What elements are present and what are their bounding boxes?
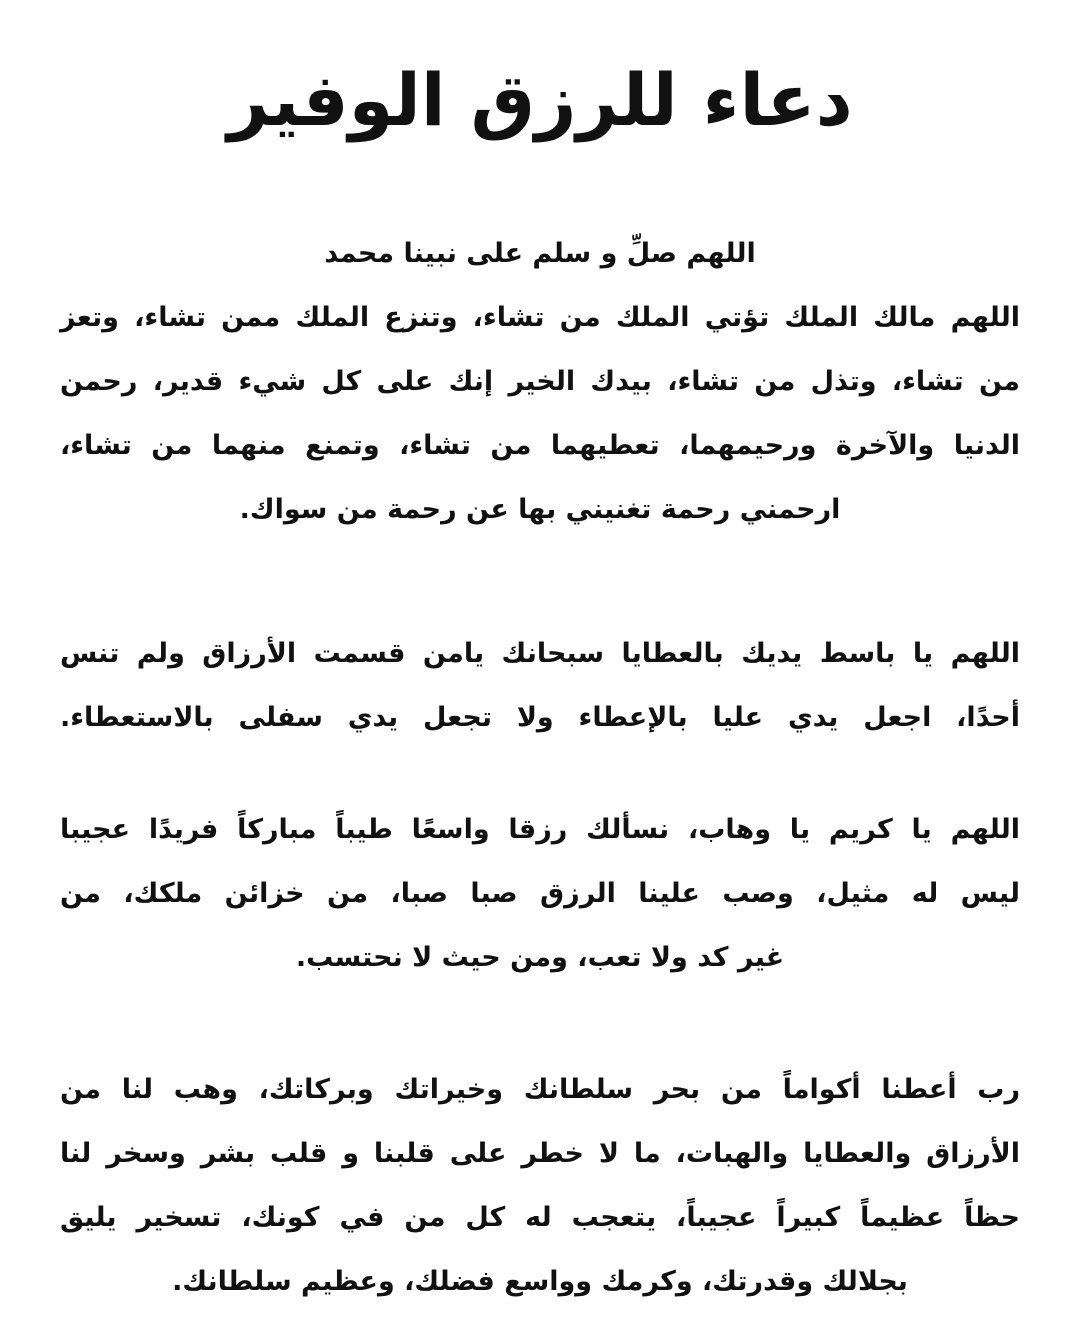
text-line: أحدًا، اجعل يدي عليا بالإعطاء ولا تجعل يدي سفلى بالاستعطاء. [60,702,1020,733]
text-line: بجلالك وقدرتك، وكرمك وواسع فضلك، وعظيم سلطانك. [172,1266,908,1297]
text-line: رب أعطنا أكواماً من بحر سلطانك وخيراتك وبركاتك، وهب لنا من [60,1074,1020,1105]
text-line: اللهم يا باسط يديك بالعطايا سبحانك يامن قسمت الأرزاق ولم تنس [60,638,1020,669]
page-title: دعاء للرزق الوفير [227,58,853,142]
paragraph-salawat-and-mulk [60,222,1020,542]
paragraph-rabb-atina [60,1058,1020,1314]
text-line: غير كد ولا تعب، ومن حيث لا نحتسب. [295,942,785,973]
paragraph-karim-wahhab [60,798,1020,990]
text-line: اللهم يا كريم يا وهاب، نسألك رزقا واسعًا طيباً مباركاً فريدًا عجيبا [60,814,1020,845]
text-line: اللهم صلِّ و سلم على نبينا محمد [324,238,756,269]
text-line: ليس له مثيل، وصب علينا الرزق صبا صبا، من خزائن ملكك، من [60,878,1020,909]
text-line: من تشاء، وتذل من تشاء، بيدك الخير إنك على كل شيء قدير، رحمن [60,366,1020,397]
text-line: اللهم مالك الملك تؤتي الملك من تشاء، وتنزع الملك ممن تشاء، وتعز [60,302,1020,333]
text-line: الدنيا والآخرة ورحيمهما، تعطيهما من تشاء، وتمنع منهما من تشاء، [60,430,1020,461]
paragraph-basit [60,622,1020,750]
text-line: ارحمني رحمة تغنيني بها عن رحمة من سواك. [239,494,841,525]
text-line: الأرزاق والعطايا والهبات، ما لا خطر على قلبنا و قلب بشر وسخر لنا [60,1138,1020,1169]
text-line: حظاً عظيماً كبيراً عجيباً، يتعجب له كل من في كونك، تسخير يليق [60,1202,1020,1233]
